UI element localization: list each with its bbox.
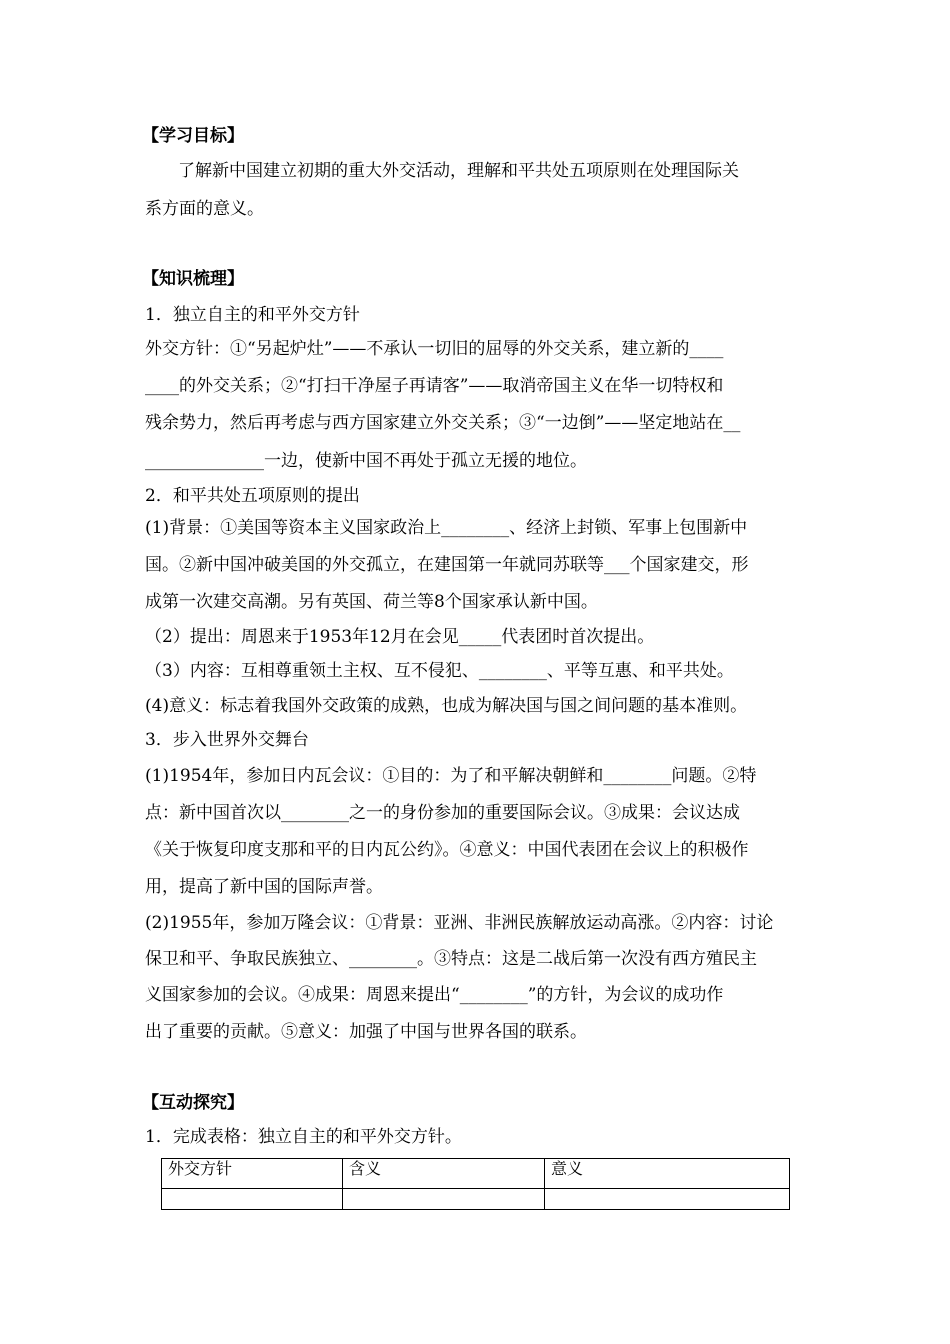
knowledge-line-4: 残余势力，然后再考虑与西方国家建立外交关系；③“一边倒”——坚定地站在__	[145, 413, 741, 433]
objectives-heading: 【学习目标】	[142, 126, 244, 146]
table-header-row	[162, 1159, 790, 1189]
knowledge-heading: 【知识梳理】	[142, 269, 244, 289]
knowledge-line-17: 用，提高了新中国的国际声誉。	[145, 877, 383, 897]
knowledge-line-16: 《关于恢复印度支那和平的日内瓦公约》。④意义：中国代表团在会议上的积极作	[145, 840, 749, 860]
knowledge-line-5: ______________一边，使新中国不再处于孤立无援的地位。	[145, 451, 587, 471]
table-header-significance: 意义	[545, 1159, 790, 1189]
knowledge-line-3: ____的外交关系；②“打扫干净屋子再请客”——取消帝国主义在华一切特权和	[145, 376, 724, 396]
knowledge-line-15: 点：新中国首次以________之一的身份参加的重要国际会议。③成果：会议达成	[145, 803, 740, 823]
knowledge-line-18: (2)1955年，参加万隆会议：①背景：亚洲、非洲民族解放运动高涨。②内容：讨论	[145, 913, 774, 933]
policy-table	[161, 1158, 790, 1210]
objectives-line-2: 系方面的意义。	[145, 199, 264, 219]
knowledge-line-2: 外交方针：①“另起炉灶”——不承认一切旧的屈辱的外交关系，建立新的____	[145, 339, 724, 359]
knowledge-line-1: 1．独立自主的和平外交方针	[145, 305, 360, 325]
inquiry-heading: 【互动探究】	[142, 1093, 244, 1113]
knowledge-line-9: 成第一次建交高潮。另有英国、荷兰等8个国家承认新中国。	[145, 592, 598, 612]
knowledge-line-13: 3．步入世界外交舞台	[145, 730, 309, 750]
table-cell-policy[interactable]	[162, 1189, 343, 1210]
knowledge-line-10: （2）提出：周恩来于1953年12月在会见_____代表团时首次提出。	[145, 627, 655, 647]
knowledge-line-8: 国。②新中国冲破美国的外交孤立，在建国第一年就同苏联等___个国家建交，形	[145, 555, 749, 575]
table-cell-significance[interactable]	[545, 1189, 790, 1210]
knowledge-line-7: (1)背景：①美国等资本主义国家政治上________、经济上封锁、军事上包围新中	[145, 518, 748, 538]
objectives-line-1: 了解新中国建立初期的重大外交活动，理解和平共处五项原则在处理国际关	[178, 161, 739, 181]
knowledge-line-11: （3）内容：互相尊重领土主权、互不侵犯、________、平等互惠、和平共处。	[145, 661, 734, 681]
knowledge-line-21: 出了重要的贡献。⑤意义：加强了中国与世界各国的联系。	[145, 1022, 587, 1042]
table-cell-meaning[interactable]	[343, 1189, 545, 1210]
knowledge-line-12: (4)意义：标志着我国外交政策的成熟，也成为解决国与国之间问题的基本准则。	[145, 696, 748, 716]
table-header-policy: 外交方针	[162, 1159, 343, 1189]
knowledge-line-6: 2．和平共处五项原则的提出	[145, 486, 360, 506]
table-header-meaning: 含义	[343, 1159, 545, 1189]
table-row	[162, 1189, 790, 1210]
knowledge-line-14: (1)1954年，参加日内瓦会议：①目的：为了和平解决朝鲜和________问题。②特	[145, 766, 757, 786]
knowledge-line-20: 义国家参加的会议。④成果：周恩来提出“________”的方针，为会议的成功作	[145, 985, 724, 1005]
inquiry-task: 1．完成表格：独立自主的和平外交方针。	[145, 1127, 462, 1147]
knowledge-line-19: 保卫和平、争取民族独立、________。③特点：这是二战后第一次没有西方殖民主	[145, 949, 757, 969]
